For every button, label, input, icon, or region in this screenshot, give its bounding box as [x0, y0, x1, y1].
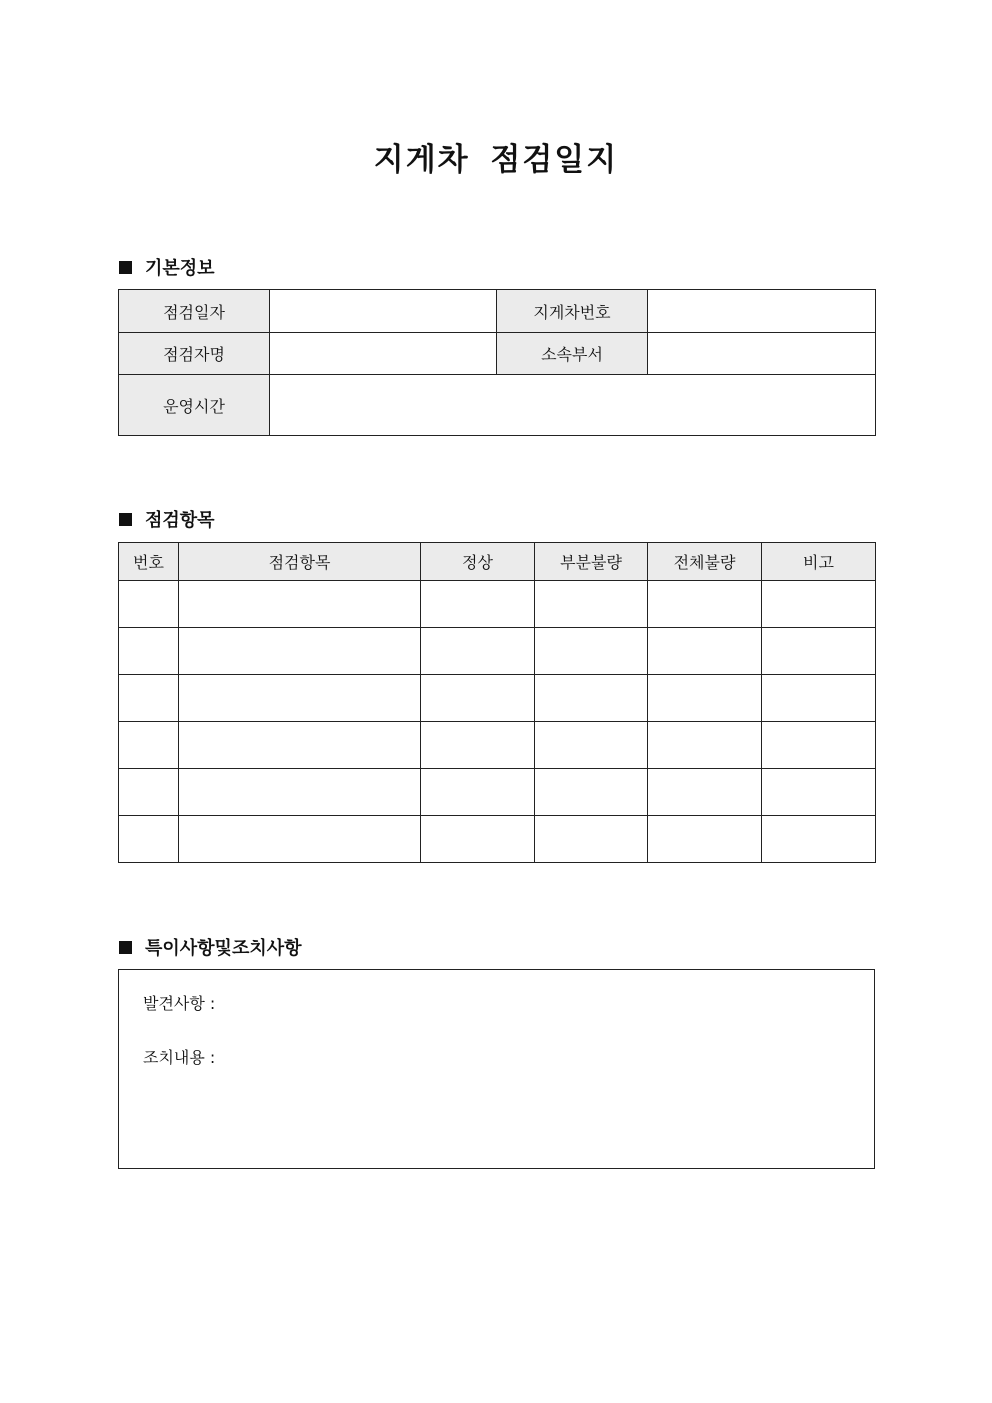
department-label: 소속부서 [497, 333, 648, 375]
check-items-table [118, 542, 876, 863]
header-number: 번호 [119, 543, 179, 581]
remarks-box[interactable] [118, 969, 875, 1169]
operating-hours-field[interactable] [270, 375, 876, 436]
table-row [119, 816, 876, 863]
inspector-name-field[interactable] [270, 333, 497, 375]
table-cell[interactable] [421, 816, 535, 863]
table-row [119, 628, 876, 675]
table-cell[interactable] [119, 816, 179, 863]
table-cell[interactable] [762, 628, 876, 675]
table-cell[interactable] [119, 722, 179, 769]
table-cell[interactable] [421, 628, 535, 675]
table-cell[interactable] [535, 628, 648, 675]
header-check-item: 점검항목 [179, 543, 421, 581]
table-row [119, 675, 876, 722]
table-cell[interactable] [179, 628, 421, 675]
table-cell[interactable] [119, 769, 179, 816]
table-cell[interactable] [762, 722, 876, 769]
table-cell[interactable] [535, 769, 648, 816]
table-cell[interactable] [535, 581, 648, 628]
table-cell[interactable] [179, 769, 421, 816]
table-row [119, 769, 876, 816]
table-cell[interactable] [648, 581, 762, 628]
table-cell[interactable] [762, 581, 876, 628]
check-table-body [119, 581, 876, 863]
table-row [119, 722, 876, 769]
table-cell[interactable] [421, 581, 535, 628]
inspection-date-field[interactable] [270, 290, 497, 333]
table-cell[interactable] [421, 675, 535, 722]
page-title: 지게차 점검일지 [373, 142, 619, 178]
table-cell[interactable] [648, 675, 762, 722]
table-row [119, 581, 876, 628]
basic-info-table [118, 289, 876, 436]
actions-label: 조치내용 : [143, 1048, 216, 1067]
table-cell[interactable] [179, 722, 421, 769]
table-cell[interactable] [762, 769, 876, 816]
inspection-date-label: 점검일자 [119, 290, 270, 333]
section-title: 기본정보 [145, 258, 215, 279]
table-cell[interactable] [535, 816, 648, 863]
header-remarks: 비고 [762, 543, 876, 581]
header-total-defect: 전체불량 [648, 543, 762, 581]
table-cell[interactable] [179, 581, 421, 628]
header-normal: 정상 [421, 543, 535, 581]
table-cell[interactable] [762, 816, 876, 863]
table-cell[interactable] [535, 675, 648, 722]
inspector-name-label: 점검자명 [119, 333, 270, 375]
operating-hours-label: 운영시간 [119, 375, 270, 436]
findings-label: 발견사항 : [143, 994, 216, 1013]
black-square-icon [119, 513, 132, 526]
forklift-number-field[interactable] [648, 290, 876, 333]
table-cell[interactable] [421, 769, 535, 816]
table-cell[interactable] [762, 675, 876, 722]
black-square-icon [119, 941, 132, 954]
table-cell[interactable] [648, 769, 762, 816]
section-title: 특이사항및조치사항 [145, 938, 302, 959]
section-heading-remarks [119, 934, 302, 960]
section-heading-check-items [119, 506, 215, 532]
table-cell[interactable] [648, 722, 762, 769]
table-cell[interactable] [421, 722, 535, 769]
table-cell[interactable] [179, 675, 421, 722]
table-cell[interactable] [119, 675, 179, 722]
table-cell[interactable] [119, 628, 179, 675]
forklift-number-label: 지게차번호 [497, 290, 648, 333]
section-title: 점검항목 [145, 510, 215, 531]
department-field[interactable] [648, 333, 876, 375]
table-cell[interactable] [648, 816, 762, 863]
table-cell[interactable] [535, 722, 648, 769]
table-cell[interactable] [119, 581, 179, 628]
section-heading-basic-info [119, 254, 215, 280]
table-cell[interactable] [648, 628, 762, 675]
header-partial-defect: 부분불량 [535, 543, 648, 581]
black-square-icon [119, 261, 132, 274]
table-cell[interactable] [179, 816, 421, 863]
